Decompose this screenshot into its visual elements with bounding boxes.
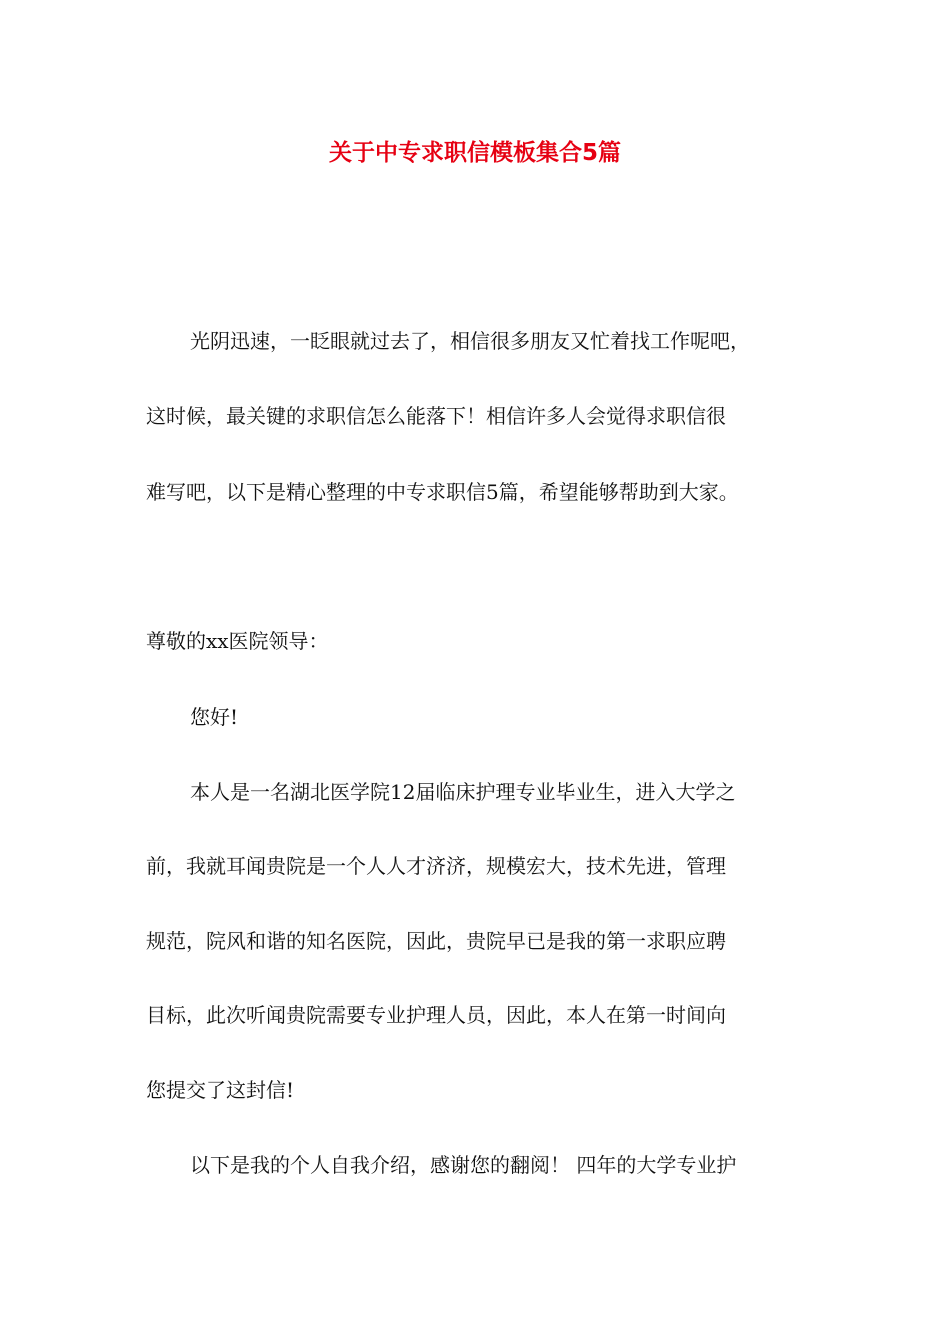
document-title: 关于中专求职信模板集合5篇: [328, 140, 621, 166]
paragraph-line: 您提交了这封信!: [146, 1078, 295, 1102]
paragraph-line: 以下是我的个人自我介绍，感谢您的翻阅！ 四年的大学专业护: [190, 1153, 737, 1177]
paragraph-line: 本人是一名湖北医学院12届临床护理专业毕业生，进入大学之: [190, 780, 736, 804]
paragraph-line: 前，我就耳闻贵院是一个人人才济济，规模宏大，技术先进，管理: [146, 854, 726, 878]
paragraph-line: 目标，此次听闻贵院需要专业护理人员，因此，本人在第一时间向: [146, 1003, 726, 1027]
greeting-line: 您好!: [190, 705, 239, 729]
paragraph-line: 规范，院风和谐的知名医院，因此，贵院早已是我的第一求职应聘: [146, 929, 726, 953]
paragraph-line: 光阴迅速，一眨眼就过去了，相信很多朋友又忙着找工作呢吧，: [190, 329, 750, 353]
paragraph-line: 这时候，最关键的求职信怎么能落下！相信许多人会觉得求职信很: [146, 404, 726, 428]
paragraph-line: 难写吧，以下是精心整理的中专求职信5篇，希望能够帮助到大家。: [146, 480, 739, 504]
salutation-line: 尊敬的xx医院领导：: [146, 629, 329, 653]
